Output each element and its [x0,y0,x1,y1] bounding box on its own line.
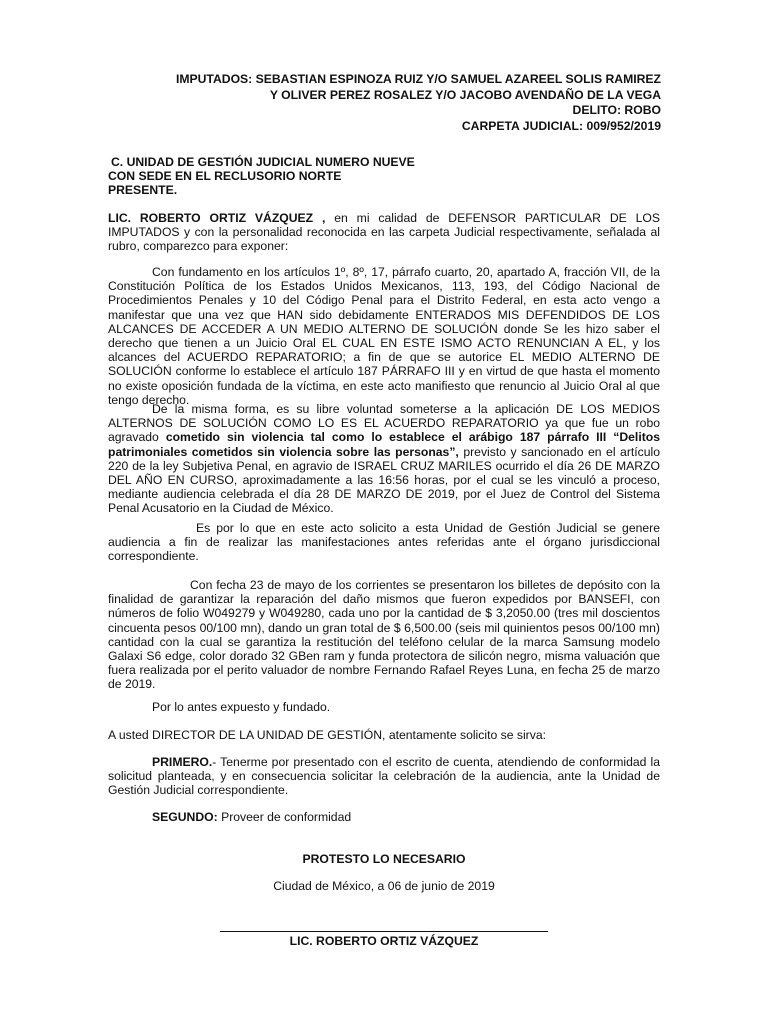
addressee-line2: CON SEDE EN EL RECLUSORIO NORTE [108,169,342,184]
header-imputados-line1: IMPUTADOS: SEBASTIAN ESPINOZA RUIZ Y/O SAMUEL AZAREEL SOLIS RAMIREZ [175,72,661,86]
paragraph-misma-forma-bold: cometido sin violencia tal como lo establece el arábigo 187 párrafo III “Delitos patrimoniales cometidos sin violencia sobre las personas”, [108,430,660,459]
addressee-line1: C. UNIDAD DE GESTIÓN JUDICIAL NUMERO NUEVE [111,155,415,169]
paragraph-fundamento: Con fundamento en los artículos 1º, 8º, 17, párrafo cuarto, 20, apartado A, fracción VII, de la Constitución Política de los Estados Unidos Mexicanos, 113, 193, del Código Nacional de Procedimientos Penales y 10 del Código Penal para el Distrito Federal, en esta acto vengo a manifestar que una vez que HAN sido debidamente ENTERADOS MIS DEFENDIDOS DE LOS ALCANCES DE ACCEDER A UN MEDIO ALTERNO DE SOLUCIÓN donde Se les hizo saber el derecho que tienen a un Juicio Oral EL CUAL EN ESTE ISMO ACTO RENUNCIAN A EL, y los alcances del ACUERDO REPARATORIO; a fin de que se autorice EL MEDIO ALTERNO DE SOLUCIÓN conforme lo establece el artículo 187 PÁRRAFO III y en virtud de que hasta el momento no existe oposición fundada de la víctima, en este acto manifiesto que renuncio al Juicio Oral al que tengo derecho. [108,265,660,407]
primero-label: PRIMERO. [152,755,213,769]
intro-paragraph [108,211,660,254]
protesto-line: PROTESTO LO NECESARIO [302,852,466,866]
header-carpeta-judicial: CARPETA JUDICIAL: 009/952/2019 [461,118,661,133]
paragraph-misma-forma [108,402,660,516]
paragraph-misma-forma-a: De la misma forma, es su libre voluntad someterse a la aplicación DE LOS MEDIOS ALTERNOS DE SOLUCIÓN COMO LO ES EL ACUERDO REPARATORIO ya que fue un robo agravado [108,402,660,445]
paragraph-misma-forma-c: previsto y sancionado en el artículo 220 de la ley Subjetiva Penal, en agravio de ISRAEL CRUZ MARILES ocurrido el día 26 DE MARZO DEL AÑO EN CURSO, aproximadamente a las 16:56 horas, por el cual se les vinculó a proceso, mediante audiencia celebrada el día 28 DE MARZO DE 2019, por el Juez de Control del Sistema Penal Acusatorio en la Ciudad de México. [108,444,661,516]
addressee-block [108,155,415,198]
case-header [176,72,661,134]
paragraph-director: A usted DIRECTOR DE LA UNIDAD DE GESTIÓN, atentamente solicito se sirva: [108,728,546,742]
header-delito: DELITO: ROBO [572,103,661,117]
segundo-text: Proveer de conformidad [217,810,352,824]
paragraph-expuesto: Por lo antes expuesto y fundado. [152,700,331,714]
attorney-name: LIC. ROBERTO ORTIZ VÁZQUEZ , [108,211,326,225]
primero-text: - Tenerme por presentado con el escrito de cuenta, atendiendo de conformidad la solicitud planteada, y en consecuencia solicitar la celebración de la audiencia, ante la Unidad de Gestión Judicial correspondiente. [108,755,660,798]
signature-name: LIC. ROBERTO ORTIZ VÁZQUEZ [289,934,479,948]
place-date-line: Ciudad de México, a 06 de junio de 2019 [273,879,495,893]
paragraph-billetes-deposito: Con fecha 23 de mayo de los corrientes se presentaron los billetes de depósito con la finalidad de garantizar la reparación del daño mismos que fueron expedidos por BANSEFI, con números de folio W049279 y W049280, cada uno por la cantidad de $ 3,2050.00 (tres mil doscientos cincuenta pesos 00/100 mn), dando un gran total de $ 6,500.00 (seis mil quinientos pesos 00/100 mn) cantidad con la cual se garantiza la restitución del teléfono celular de la marca Samsung modelo Galaxi S6 edge, color dorado 32 GBen ram y funda protectora de silicón negro, misma valuación que fuera realizada por el perito valuador de nombre Fernando Rafael Reyes Luna, en fecha 25 de marzo de 2019. [108,578,660,692]
addressee-line3: PRESENTE. [108,183,178,198]
paragraph-solicitud: Es por lo que en este acto solicito a esta Unidad de Gestión Judicial se genere audiencia a fin de realizar las manifestaciones antes referidas ante el órgano jurisdiccional correspondiente. [108,521,660,564]
paragraph-segundo [108,810,660,824]
intro-text: en mi calidad de DEFENSOR PARTICULAR DE LOS IMPUTADOS y con la personalidad reconocida en las carpeta Judicial respectivamente, señalada al rubro, comparezco para exponer: [108,211,660,254]
segundo-label: SEGUNDO: [152,810,218,824]
header-imputados-line2: Y OLIVER PEREZ ROSALEZ Y/O JACOBO AVENDAÑO DE LA VEGA [269,87,661,102]
signature-line [220,931,548,932]
paragraph-primero [108,755,660,798]
